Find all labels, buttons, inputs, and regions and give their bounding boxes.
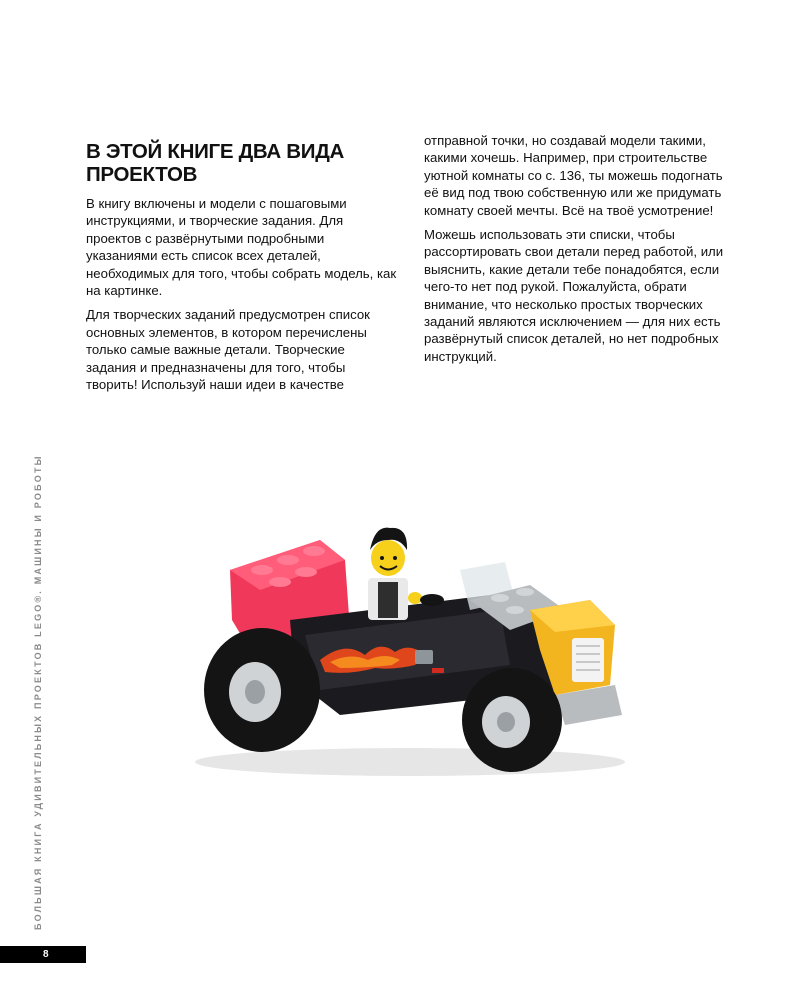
page-number-box — [0, 946, 86, 963]
paragraph: Для творческих заданий предусмотрен список основных элементов, в котором перечислены только самые важные детали. Творческие задания и предназначены для того, чтобы творить! Используй наши идеи в качестве — [86, 307, 370, 393]
left-column — [86, 128, 398, 400]
page-number: 8 — [43, 949, 49, 960]
right-column — [424, 132, 740, 372]
front-wheel — [462, 668, 562, 772]
section-heading: В ЭТОЙ КНИГЕ ДВА ВИДА ПРОЕКТОВ — [86, 140, 345, 186]
lego-car-illustration — [170, 500, 640, 780]
paragraph: отправной точки, но создавай модели такими, какими хочешь. Например, при строительстве уютной комнаты со с. 136, ты можешь подогнать её вид под твою собственную или же придумать комнату своей мечты. Всё на твоё усмотрение! — [424, 133, 723, 218]
paragraph: Можешь использовать эти списки, чтобы рассортировать свои детали перед работой, или выяснить, какие детали тебе понадобятся, если чего-то нет под рукой. Пожалуйста, обрати внимание, что несколько простых творческих заданий являются исключением — для них есть развёрнутый список деталей, но нет подробных инструкций. — [424, 227, 724, 364]
rear-wheel — [204, 628, 320, 752]
sidebar-book-title: БОЛЬШАЯ КНИГА УДИВИТЕЛЬНЫХ ПРОЕКТОВ LEGO®. МАШИНЫ И РОБОТЫ — [33, 454, 43, 930]
paragraph: В книгу включены и модели с пошаговыми инструкциями, и творческие задания. Для проектов с развёрнутыми подробными указаниями есть список всех деталей, необходимых для того, чтобы собрать модель, как на картинке. — [86, 196, 397, 299]
